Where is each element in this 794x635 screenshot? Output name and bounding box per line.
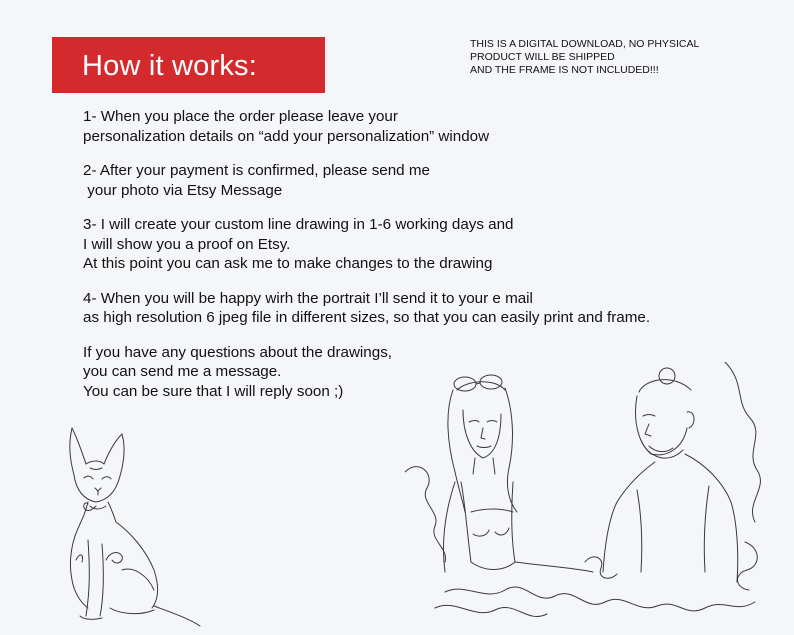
step-line: personalization details on “add your personalization” window [83, 127, 490, 145]
couple-illustration [405, 362, 770, 630]
step-1 [83, 107, 783, 146]
step-line: you can send me a message. [83, 363, 282, 380]
step-3 [83, 215, 783, 274]
step-line: If you have any questions about the drawings, [83, 343, 393, 361]
notice-line: THIS IS A DIGITAL DOWNLOAD, NO PHYSICAL [470, 38, 700, 50]
step-line: 4- When you will be happy wirh the portrait I’ll send it to your e mail [83, 289, 533, 307]
cat-illustration [50, 420, 220, 630]
step-line: I will show you a proof on Etsy. [83, 235, 291, 253]
step-line: You can be sure that I will reply soon ;) [83, 382, 344, 400]
step-line: At this point you can ask me to make changes to the drawing [83, 255, 493, 272]
step-2 [83, 161, 783, 200]
digital-download-notice [470, 38, 770, 77]
step-line: 3- I will create your custom line drawing in 1-6 working days and [83, 216, 514, 233]
step-4 [83, 289, 783, 328]
how-it-works-banner [52, 37, 325, 93]
step-line: your photo via Etsy Message [83, 181, 283, 199]
banner-title: How it works: [82, 50, 258, 82]
step-line: 2- After your payment is confirmed, please send me [83, 162, 430, 179]
notice-line: PRODUCT WILL BE SHIPPED [470, 51, 615, 63]
step-line: as high resolution 6 jpeg file in different sizes, so that you can easily print and frame. [83, 309, 651, 326]
step-line: 1- When you place the order please leave your [83, 108, 398, 125]
notice-line: AND THE FRAME IS NOT INCLUDED!!! [470, 64, 659, 76]
